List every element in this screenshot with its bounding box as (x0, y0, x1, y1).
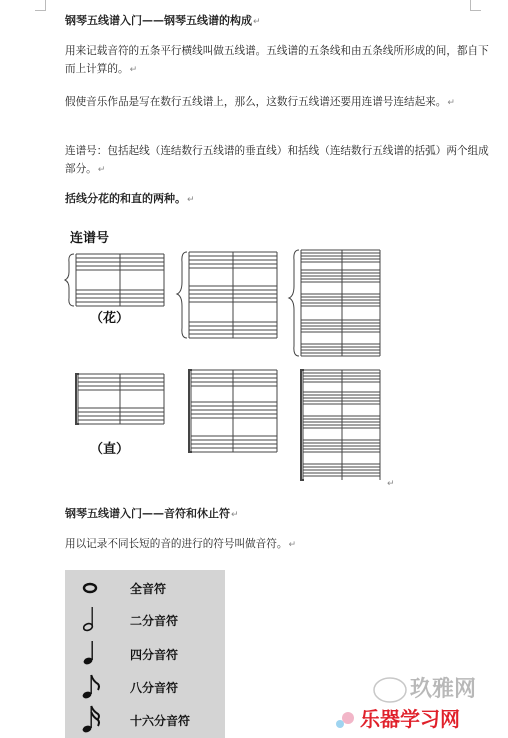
straight-bracket-system-3-staves (189, 370, 277, 452)
paragraph-brace-parts: 连谱号：包括起线（连结数行五线谱的垂直线）和括线（连结数行五线谱的括弧）两个组成部分。↵ (65, 145, 489, 175)
margin-mark-top-left (35, 0, 46, 11)
paragraph-staff-definition: 用来记载音符的五条平行横线叫做五线谱。五线谱的五条线和由五条线所形成的间，都自下而上计算的。↵ (65, 45, 489, 75)
paragraph-mark-icon: ↵ (447, 98, 455, 108)
note-name-eighth: 八分音符 (130, 681, 179, 695)
section-heading-brace-types: 括线分花的和直的两种。↵ (65, 192, 195, 205)
paragraph-mark-icon: ↵ (253, 17, 261, 27)
note-row-whole (65, 572, 225, 604)
section-heading-notes: 钢琴五线谱入门——音符和休止符↵ (65, 507, 239, 520)
figure-title: 连谱号 (70, 231, 110, 246)
note-name-whole: 全音符 (130, 582, 167, 596)
note-name-quarter: 四分音符 (130, 648, 179, 662)
note-name-sixteenth: 十六分音符 (130, 714, 191, 728)
margin-mark-top-right (470, 0, 481, 11)
curly-brace-system-3-staves (177, 252, 277, 338)
eighth-note-icon (77, 671, 107, 703)
paragraph-notes-definition: 用以记录不同长短的音的进行的符号叫做音符。↵ (65, 538, 297, 550)
label-curly-brace: （花） (90, 311, 130, 326)
paragraph-mark-icon: ↵ (129, 65, 138, 75)
note-row-sixteenth (65, 704, 225, 736)
paragraph-mark-icon: ↵ (187, 195, 195, 205)
note-name-half: 二分音符 (130, 614, 179, 628)
straight-bracket-system-5-staves (301, 370, 380, 480)
paragraph-mark-icon: ↵ (387, 479, 395, 489)
whole-note-icon (77, 572, 107, 604)
label-straight-bracket: （直） (90, 442, 130, 457)
curly-brace-system-2-staves (65, 254, 164, 306)
note-row-eighth (65, 671, 225, 703)
watermark-text-bottom: 乐器学习网 (360, 707, 460, 731)
paragraph-brace-intro: 假使音乐作品是写在数行五线谱上，那么，这数行五线谱还要用连谱号连结起来。↵ (65, 96, 455, 108)
note-row-quarter (65, 638, 225, 670)
staff-systems-drawing (62, 224, 402, 494)
section-heading-staff: 钢琴五线谱入门——钢琴五线谱的构成↵ (65, 14, 261, 27)
sixteenth-note-icon (77, 704, 107, 736)
paragraph-mark-icon: ↵ (231, 510, 239, 520)
curly-brace-system-5-staves (289, 250, 380, 356)
note-values-panel (65, 570, 225, 738)
watermark-logo (320, 664, 500, 734)
paragraph-mark-icon: ↵ (288, 540, 297, 550)
half-note-icon (77, 604, 107, 636)
brace-figure (62, 224, 402, 494)
paragraph-mark-icon: ↵ (97, 165, 106, 175)
quarter-note-icon (77, 638, 107, 670)
watermark-text-top: 玖雅网 (410, 677, 477, 702)
straight-bracket-system-2-staves (76, 374, 164, 424)
note-row-half (65, 604, 225, 636)
